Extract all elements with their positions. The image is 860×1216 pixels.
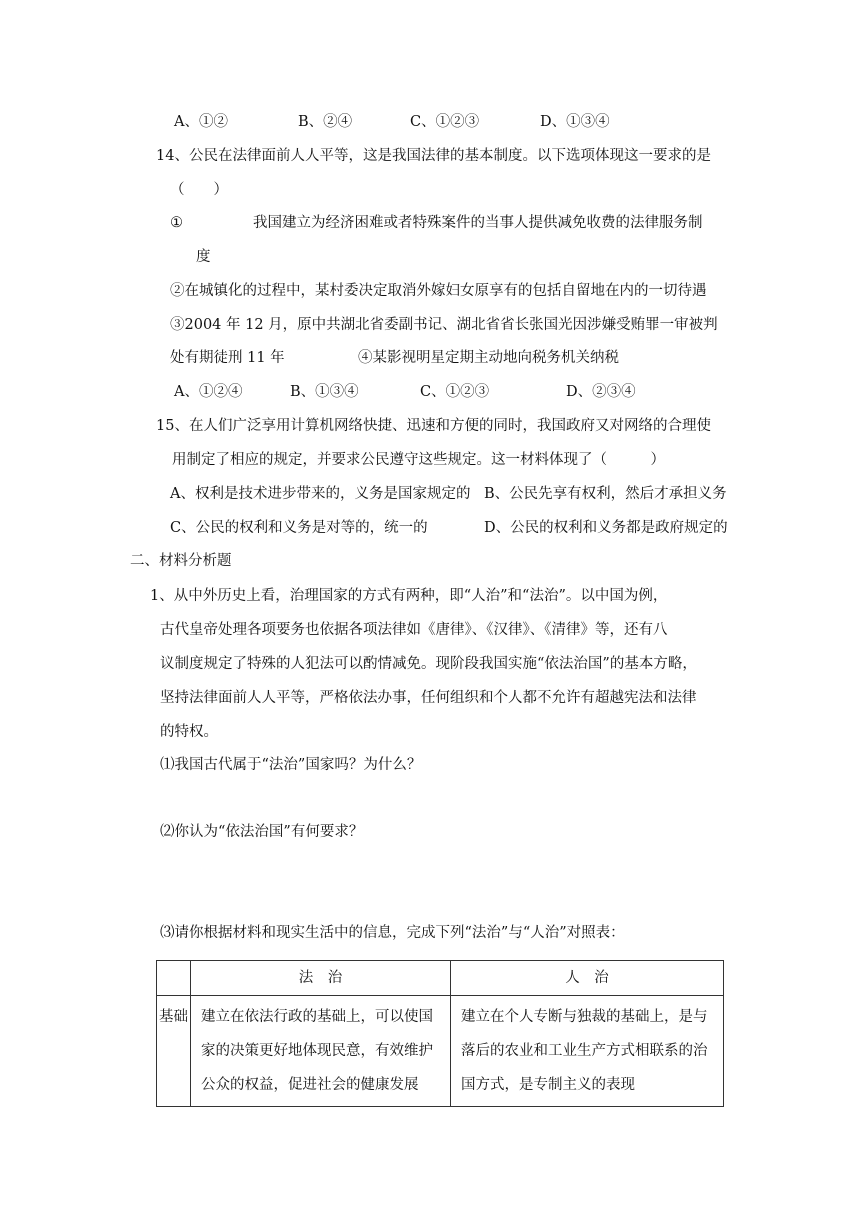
q14-item3-line1: ③2004 年 12 月，原中共湖北省委副书记、湖北省省长张国光因涉嫌受贿罪一审被判	[170, 317, 718, 333]
q15-option-b: B、公民先享有权利，然后才承担义务	[484, 486, 727, 502]
q14-stem-line1: 14、公民在法律面前人人平等，这是我国法律的基本制度。以下选项体现这一要求的是	[156, 148, 711, 164]
q15-option-d: D、公民的权利和义务都是政府规定的	[484, 520, 728, 536]
sub-question-2: ⑵你认为“依法治国”有何要求？	[160, 824, 364, 840]
q14-option-c: C、①②③	[420, 384, 490, 400]
q13-option-d: D、①③④	[540, 114, 610, 130]
table-cell-renzhi: 建立在个人专断与独裁的基础上，是与落后的农业和工业生产方式相联系的治国方式，是专制主义的表现	[451, 996, 724, 1107]
section-title: 二、材料分析题	[130, 553, 232, 569]
q14-option-a: A、①②④	[174, 384, 243, 400]
comparison-table	[156, 960, 724, 1107]
table-cell-fazhi: 建立在依法行政的基础上，可以使国家的决策更好地体现民意，有效维护公众的权益，促进社会的健康发展	[191, 996, 451, 1107]
table-corner-cell	[157, 961, 191, 996]
table-header-row	[157, 961, 724, 996]
sub-question-1: ⑴我国古代属于“法治”国家吗？为什么？	[160, 757, 422, 773]
table-header-renzhi: 人 治	[451, 961, 724, 996]
q14-item3-line2: 处有期徒刑 11 年	[170, 350, 285, 366]
q15-option-c: C、公民的权利和义务是对等的，统一的	[170, 520, 428, 536]
q14-item4: ④某影视明星定期主动地向税务机关纳税	[358, 350, 619, 366]
q15-option-a: A、权利是技术进步带来的，义务是国家规定的	[170, 486, 471, 502]
material-para-line5: 的特权。	[160, 724, 218, 740]
q14-item1-mark: ①	[170, 215, 183, 231]
material-para-line3: 议制度规定了特殊的人犯法可以酌情减免。现阶段我国实施“依法治国”的基本方略，	[160, 656, 697, 672]
q14-stem-line2: （ ）	[170, 182, 228, 198]
material-para-line1: 1、从中外历史上看，治理国家的方式有两种，即“人治”和“法治”。以中国为例，	[150, 588, 668, 604]
q15-stem-line2: 用制定了相应的规定，并要求公民遵守这些规定。这一材料体现了（ ）	[172, 452, 665, 468]
q14-option-b: B、①③④	[290, 384, 359, 400]
material-para-line2: 古代皇帝处理各项要务也依据各项法律如《唐律》、《汉律》、《清律》等，还有八	[160, 622, 668, 638]
q14-item1-text: 我国建立为经济困难或者特殊案件的当事人提供减免收费的法律服务制	[253, 215, 703, 231]
material-para-line4: 坚持法律面前人人平等，严格依法办事，任何组织和个人都不允许有超越宪法和法律	[160, 690, 697, 706]
sub-question-3: ⑶请你根据材料和现实生活中的信息，完成下列“法治”与“人治”对照表：	[160, 925, 625, 941]
q13-option-c: C、①②③	[410, 114, 480, 130]
table-header-fazhi: 法 治	[191, 961, 451, 996]
q15-stem-line1: 15、在人们广泛享用计算机网络快捷、迅速和方便的同时，我国政府又对网络的合理使	[156, 418, 711, 434]
q13-option-a: A、①②	[174, 114, 228, 130]
q14-item2: ②在城镇化的过程中，某村委决定取消外嫁妇女原享有的包括自留地在内的一切待遇	[170, 283, 707, 299]
q14-option-d: D、②③④	[566, 384, 636, 400]
q14-item1-cont: 度	[196, 249, 211, 265]
table-row	[157, 996, 724, 1107]
q13-option-b: B、②④	[298, 114, 353, 130]
table-row-label: 基础	[157, 996, 191, 1107]
